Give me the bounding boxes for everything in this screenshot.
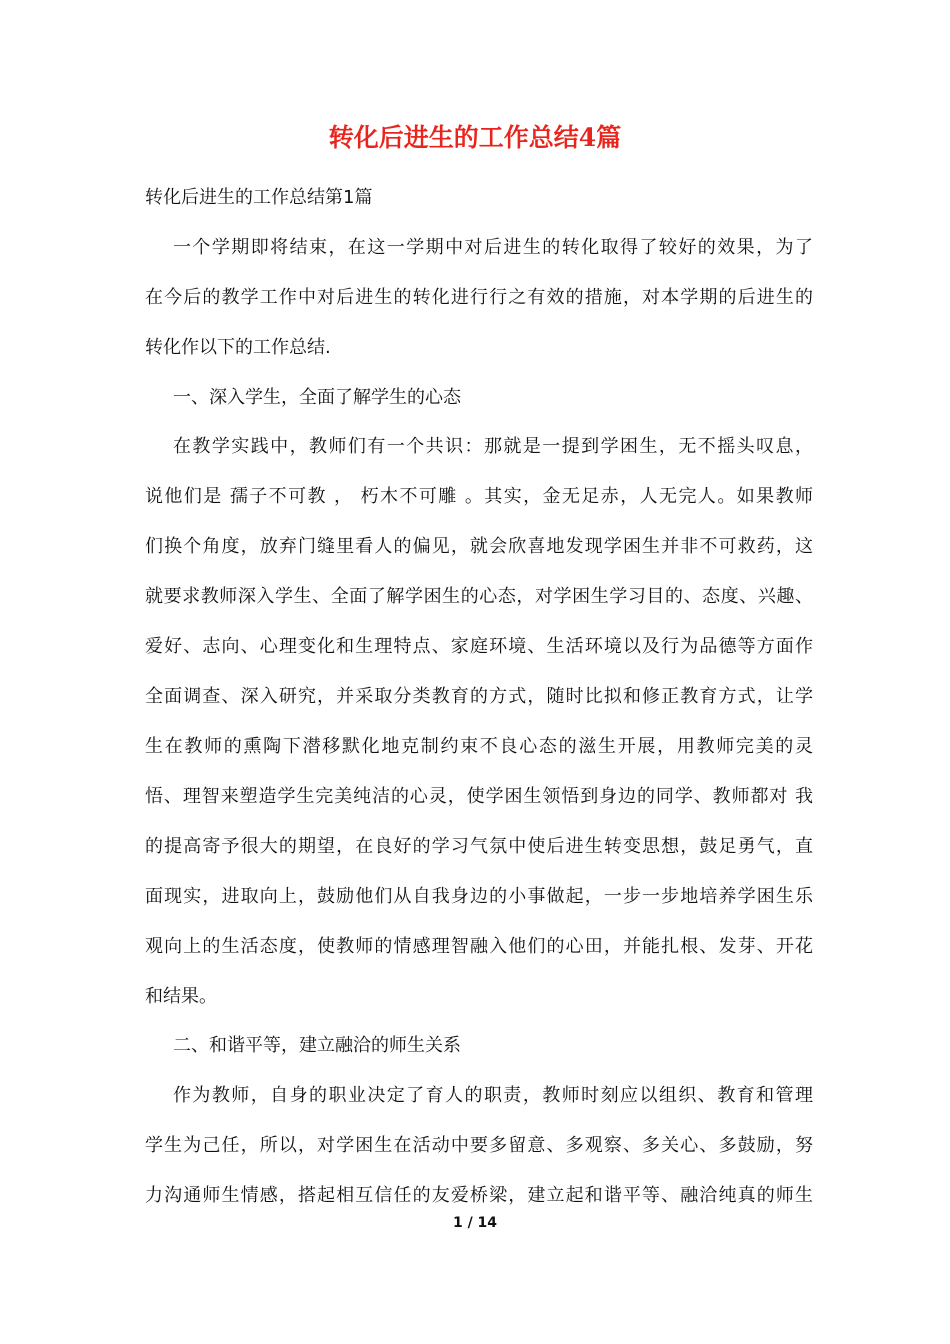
paragraph-line: 和结果。 xyxy=(145,986,217,1007)
section-heading: 二、和谐平等，建立融洽的师生关系 xyxy=(173,1035,461,1056)
paragraph-line: 爱好、志向、心理变化和生理特点、家庭环境、生活环境以及行为品德等方面作 xyxy=(145,636,813,657)
paragraph-line: 作为教师，自身的职业决定了育人的职责，教师时刻应以组织、教育和管理 xyxy=(173,1085,813,1106)
paragraph-line: 的提高寄予很大的期望，在良好的学习气氛中使后进生转变思想，鼓足勇气，直 xyxy=(145,836,813,857)
paragraph-line: 一个学期即将结束，在这一学期中对后进生的转化取得了较好的效果，为了 xyxy=(173,237,813,258)
paragraph-line: 转化作以下的工作总结. xyxy=(145,337,331,358)
paragraph-line: 在教学实践中，教师们有一个共识：那就是一提到学困生，无不摇头叹息， xyxy=(173,436,813,457)
paragraph-line: 就要求教师深入学生、全面了解学困生的心态，对学困生学习目的、态度、兴趣、 xyxy=(145,586,813,607)
paragraph-line: 全面调查、深入研究，并采取分类教育的方式，随时比拟和修正教育方式，让学 xyxy=(145,686,813,707)
paragraph-line: 观向上的生活态度，使教师的情感理智融入他们的心田，并能扎根、发芽、开花 xyxy=(145,936,813,957)
paragraph-line: 面现实，进取向上，鼓励他们从自我身边的小事做起，一步一步地培养学困生乐 xyxy=(145,886,813,907)
paragraph-line: 悟、理智来塑造学生完美纯洁的心灵，使学困生领悟到身边的同学、教师都对 我 xyxy=(145,786,813,807)
section-subtitle: 转化后进生的工作总结第1篇 xyxy=(145,187,373,208)
page-number: 1 / 14 xyxy=(452,1215,498,1231)
section-heading: 一、深入学生，全面了解学生的心态 xyxy=(173,387,461,408)
document-title: 转化后进生的工作总结4篇 xyxy=(328,123,622,152)
paragraph-line: 们换个角度，放弃门缝里看人的偏见，就会欣喜地发现学困生并非不可救药，这 xyxy=(145,536,813,557)
paragraph-line: 学生为己任，所以，对学困生在活动中要多留意、多观察、多关心、多鼓励，努 xyxy=(145,1135,813,1156)
paragraph-line: 力沟通师生情感，搭起相互信任的友爱桥梁，建立起和谐平等、融洽纯真的师生 xyxy=(145,1185,813,1206)
paragraph-line: 生在教师的熏陶下潜移默化地克制约束不良心态的滋生开展，用教师完美的灵 xyxy=(145,736,813,757)
paragraph-line: 在今后的教学工作中对后进生的转化进行行之有效的措施，对本学期的后进生的 xyxy=(145,287,813,308)
paragraph-line: 说他们是 孺子不可教 ， 朽木不可雕 。其实，金无足赤，人无完人。如果教师 xyxy=(145,486,813,507)
